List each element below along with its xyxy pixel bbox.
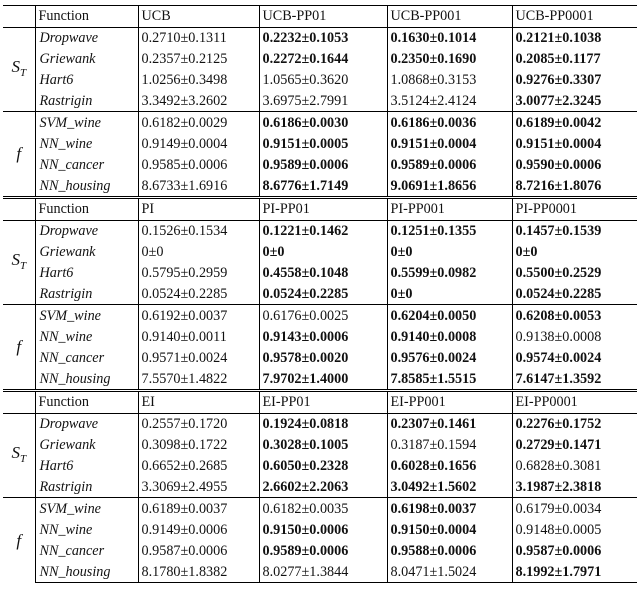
value-cell: 3.1987±2.3818 (512, 477, 637, 498)
results-table-body (3, 6, 637, 583)
value-cell: 0.6198±0.0037 (387, 498, 512, 519)
value-cell: 3.0077±2.3245 (512, 91, 637, 112)
header-symbol-cell (3, 198, 35, 221)
table-row (3, 347, 637, 368)
value-cell: 3.3069±2.4955 (138, 477, 259, 498)
table-row (3, 456, 637, 477)
value-cell: 7.8585±1.5515 (387, 368, 512, 390)
function-name: Griewank (35, 435, 138, 456)
table-row (3, 326, 637, 347)
value-cell: 0.6189±0.0037 (138, 498, 259, 519)
header-function-label: Function (35, 391, 138, 414)
value-cell: 0.1526±0.1534 (138, 220, 259, 241)
value-cell: 0.0524±0.2285 (259, 284, 387, 305)
value-cell: 0±0 (512, 242, 637, 263)
value-cell: 8.1780±1.8382 (138, 561, 259, 582)
value-cell: 0.2307±0.1461 (387, 413, 512, 434)
function-name: Griewank (35, 242, 138, 263)
value-cell: 3.0492±1.5602 (387, 477, 512, 498)
column-header: EI (138, 391, 259, 414)
value-cell: 3.5124±2.4124 (387, 91, 512, 112)
table-row (3, 70, 637, 91)
table-row (3, 27, 637, 48)
header-row (3, 198, 637, 221)
st-symbol-subscript: T (19, 259, 27, 272)
value-cell: 0±0 (138, 242, 259, 263)
value-cell: 8.6776±1.7149 (259, 175, 387, 197)
column-header: PI (138, 198, 259, 221)
value-cell: 0.9585±0.0006 (138, 154, 259, 175)
value-cell: 8.7216±1.8076 (512, 175, 637, 197)
value-cell: 0.9149±0.0004 (138, 133, 259, 154)
value-cell: 0.3187±0.1594 (387, 435, 512, 456)
value-cell: 0.6652±0.2685 (138, 456, 259, 477)
function-name: SVM_wine (35, 305, 138, 326)
function-name: Hart6 (35, 70, 138, 91)
table-row (3, 435, 637, 456)
value-cell: 0.9151±0.0004 (512, 133, 637, 154)
header-function-label: Function (35, 198, 138, 221)
value-cell: 0.2085±0.1177 (512, 49, 637, 70)
value-cell: 0.1457±0.1539 (512, 220, 637, 241)
value-cell: 0.6828±0.3081 (512, 456, 637, 477)
value-cell: 0.2276±0.1752 (512, 413, 637, 434)
value-cell: 8.6733±1.6916 (138, 175, 259, 197)
value-cell: 0±0 (387, 284, 512, 305)
value-cell: 0.6182±0.0029 (138, 112, 259, 133)
st-metric-symbol (3, 27, 35, 112)
column-header: UCB (138, 6, 259, 28)
column-header: UCB-PP0001 (512, 6, 637, 28)
value-cell: 0.9149±0.0006 (138, 519, 259, 540)
column-header: EI-PP0001 (512, 391, 637, 414)
table-row (3, 91, 637, 112)
value-cell: 0.6179±0.0034 (512, 498, 637, 519)
value-cell: 1.0565±0.3620 (259, 70, 387, 91)
value-cell: 0.6050±0.2328 (259, 456, 387, 477)
table-row (3, 284, 637, 305)
st-symbol-subscript: T (19, 66, 27, 79)
function-name: NN_cancer (35, 540, 138, 561)
value-cell: 1.0868±0.3153 (387, 70, 512, 91)
f-metric-symbol: f (3, 305, 35, 391)
f-metric-symbol: f (3, 112, 35, 198)
value-cell: 0.9574±0.0024 (512, 347, 637, 368)
value-cell: 0.9587±0.0006 (512, 540, 637, 561)
value-cell: 8.0471±1.5024 (387, 561, 512, 582)
table-row (3, 220, 637, 241)
st-symbol-subscript: T (19, 452, 27, 465)
header-symbol-cell (3, 391, 35, 414)
value-cell: 0.2350±0.1690 (387, 49, 512, 70)
function-name: Hart6 (35, 263, 138, 284)
st-metric-symbol (3, 413, 35, 498)
value-cell: 0.2121±0.1038 (512, 27, 637, 48)
function-name: NN_wine (35, 326, 138, 347)
value-cell: 0.3098±0.1722 (138, 435, 259, 456)
header-row (3, 6, 637, 28)
function-name: Griewank (35, 49, 138, 70)
function-name: SVM_wine (35, 498, 138, 519)
value-cell: 0.9150±0.0004 (387, 519, 512, 540)
function-name: Dropwave (35, 220, 138, 241)
function-name: Rastrigin (35, 284, 138, 305)
f-metric-symbol: f (3, 498, 35, 583)
value-cell: 1.0256±0.3498 (138, 70, 259, 91)
value-cell: 0.0524±0.2285 (138, 284, 259, 305)
value-cell: 0.9138±0.0008 (512, 326, 637, 347)
header-function-label: Function (35, 6, 138, 28)
function-name: Dropwave (35, 27, 138, 48)
value-cell: 0.2710±0.1311 (138, 27, 259, 48)
table-row (3, 498, 637, 519)
value-cell: 0.9150±0.0006 (259, 519, 387, 540)
function-name: SVM_wine (35, 112, 138, 133)
value-cell: 7.6147±1.3592 (512, 368, 637, 390)
value-cell: 0.9143±0.0006 (259, 326, 387, 347)
value-cell: 0.9578±0.0020 (259, 347, 387, 368)
function-name: NN_wine (35, 133, 138, 154)
value-cell: 3.3492±3.2602 (138, 91, 259, 112)
value-cell: 0.9151±0.0004 (387, 133, 512, 154)
st-symbol-main: S (11, 56, 20, 76)
column-header: UCB-PP01 (259, 6, 387, 28)
value-cell: 0.9140±0.0008 (387, 326, 512, 347)
column-header: PI-PP0001 (512, 198, 637, 221)
table-row (3, 305, 637, 326)
table-row (3, 477, 637, 498)
value-cell: 0.1251±0.1355 (387, 220, 512, 241)
results-table (3, 5, 637, 583)
header-symbol-cell (3, 6, 35, 28)
value-cell: 0.9276±0.3307 (512, 70, 637, 91)
value-cell: 0.2272±0.1644 (259, 49, 387, 70)
table-row (3, 540, 637, 561)
table-row (3, 154, 637, 175)
column-header: EI-PP01 (259, 391, 387, 414)
table-row (3, 413, 637, 434)
value-cell: 0.9589±0.0006 (259, 154, 387, 175)
value-cell: 0.9140±0.0011 (138, 326, 259, 347)
value-cell: 0.6028±0.1656 (387, 456, 512, 477)
value-cell: 0±0 (259, 242, 387, 263)
value-cell: 0.6204±0.0050 (387, 305, 512, 326)
table-row (3, 175, 637, 197)
column-header: EI-PP001 (387, 391, 512, 414)
function-name: NN_housing (35, 561, 138, 582)
value-cell: 7.9702±1.4000 (259, 368, 387, 390)
table-row (3, 133, 637, 154)
value-cell: 0.2232±0.1053 (259, 27, 387, 48)
function-name: Hart6 (35, 456, 138, 477)
table-row (3, 49, 637, 70)
value-cell: 0±0 (387, 242, 512, 263)
value-cell: 0.9589±0.0006 (387, 154, 512, 175)
column-header: PI-PP001 (387, 198, 512, 221)
column-header: PI-PP01 (259, 198, 387, 221)
function-name: NN_wine (35, 519, 138, 540)
value-cell: 0.5795±0.2959 (138, 263, 259, 284)
value-cell: 0.9148±0.0005 (512, 519, 637, 540)
value-cell: 0.0524±0.2285 (512, 284, 637, 305)
st-metric-symbol (3, 220, 35, 305)
function-name: NN_housing (35, 368, 138, 390)
st-symbol-main: S (11, 249, 20, 269)
value-cell: 0.6182±0.0035 (259, 498, 387, 519)
st-symbol-main: S (11, 442, 20, 462)
value-cell: 3.6975±2.7991 (259, 91, 387, 112)
value-cell: 0.1924±0.0818 (259, 413, 387, 434)
value-cell: 0.1221±0.1462 (259, 220, 387, 241)
table-row (3, 242, 637, 263)
value-cell: 0.2557±0.1720 (138, 413, 259, 434)
value-cell: 0.9151±0.0005 (259, 133, 387, 154)
function-name: Rastrigin (35, 477, 138, 498)
value-cell: 0.6192±0.0037 (138, 305, 259, 326)
column-header: UCB-PP001 (387, 6, 512, 28)
function-name: NN_cancer (35, 347, 138, 368)
table-row (3, 263, 637, 284)
value-cell: 0.6176±0.0025 (259, 305, 387, 326)
value-cell: 0.9588±0.0006 (387, 540, 512, 561)
value-cell: 0.6208±0.0053 (512, 305, 637, 326)
value-cell: 0.1630±0.1014 (387, 27, 512, 48)
table-row (3, 561, 637, 582)
value-cell: 0.4558±0.1048 (259, 263, 387, 284)
table-row (3, 112, 637, 133)
value-cell: 0.5500±0.2529 (512, 263, 637, 284)
function-name: Dropwave (35, 413, 138, 434)
function-name: NN_housing (35, 175, 138, 197)
value-cell: 8.0277±1.3844 (259, 561, 387, 582)
value-cell: 0.6186±0.0036 (387, 112, 512, 133)
value-cell: 7.5570±1.4822 (138, 368, 259, 390)
header-row (3, 391, 637, 414)
value-cell: 0.9587±0.0006 (138, 540, 259, 561)
value-cell: 0.2357±0.2125 (138, 49, 259, 70)
table-row (3, 519, 637, 540)
value-cell: 0.5599±0.0982 (387, 263, 512, 284)
table-row (3, 368, 637, 390)
function-name: Rastrigin (35, 91, 138, 112)
value-cell: 0.9571±0.0024 (138, 347, 259, 368)
value-cell: 9.0691±1.8656 (387, 175, 512, 197)
value-cell: 0.9576±0.0024 (387, 347, 512, 368)
value-cell: 8.1992±1.7971 (512, 561, 637, 582)
value-cell: 0.9590±0.0006 (512, 154, 637, 175)
value-cell: 0.3028±0.1005 (259, 435, 387, 456)
value-cell: 0.6186±0.0030 (259, 112, 387, 133)
value-cell: 0.6189±0.0042 (512, 112, 637, 133)
value-cell: 2.6602±2.2063 (259, 477, 387, 498)
value-cell: 0.9589±0.0006 (259, 540, 387, 561)
value-cell: 0.2729±0.1471 (512, 435, 637, 456)
function-name: NN_cancer (35, 154, 138, 175)
